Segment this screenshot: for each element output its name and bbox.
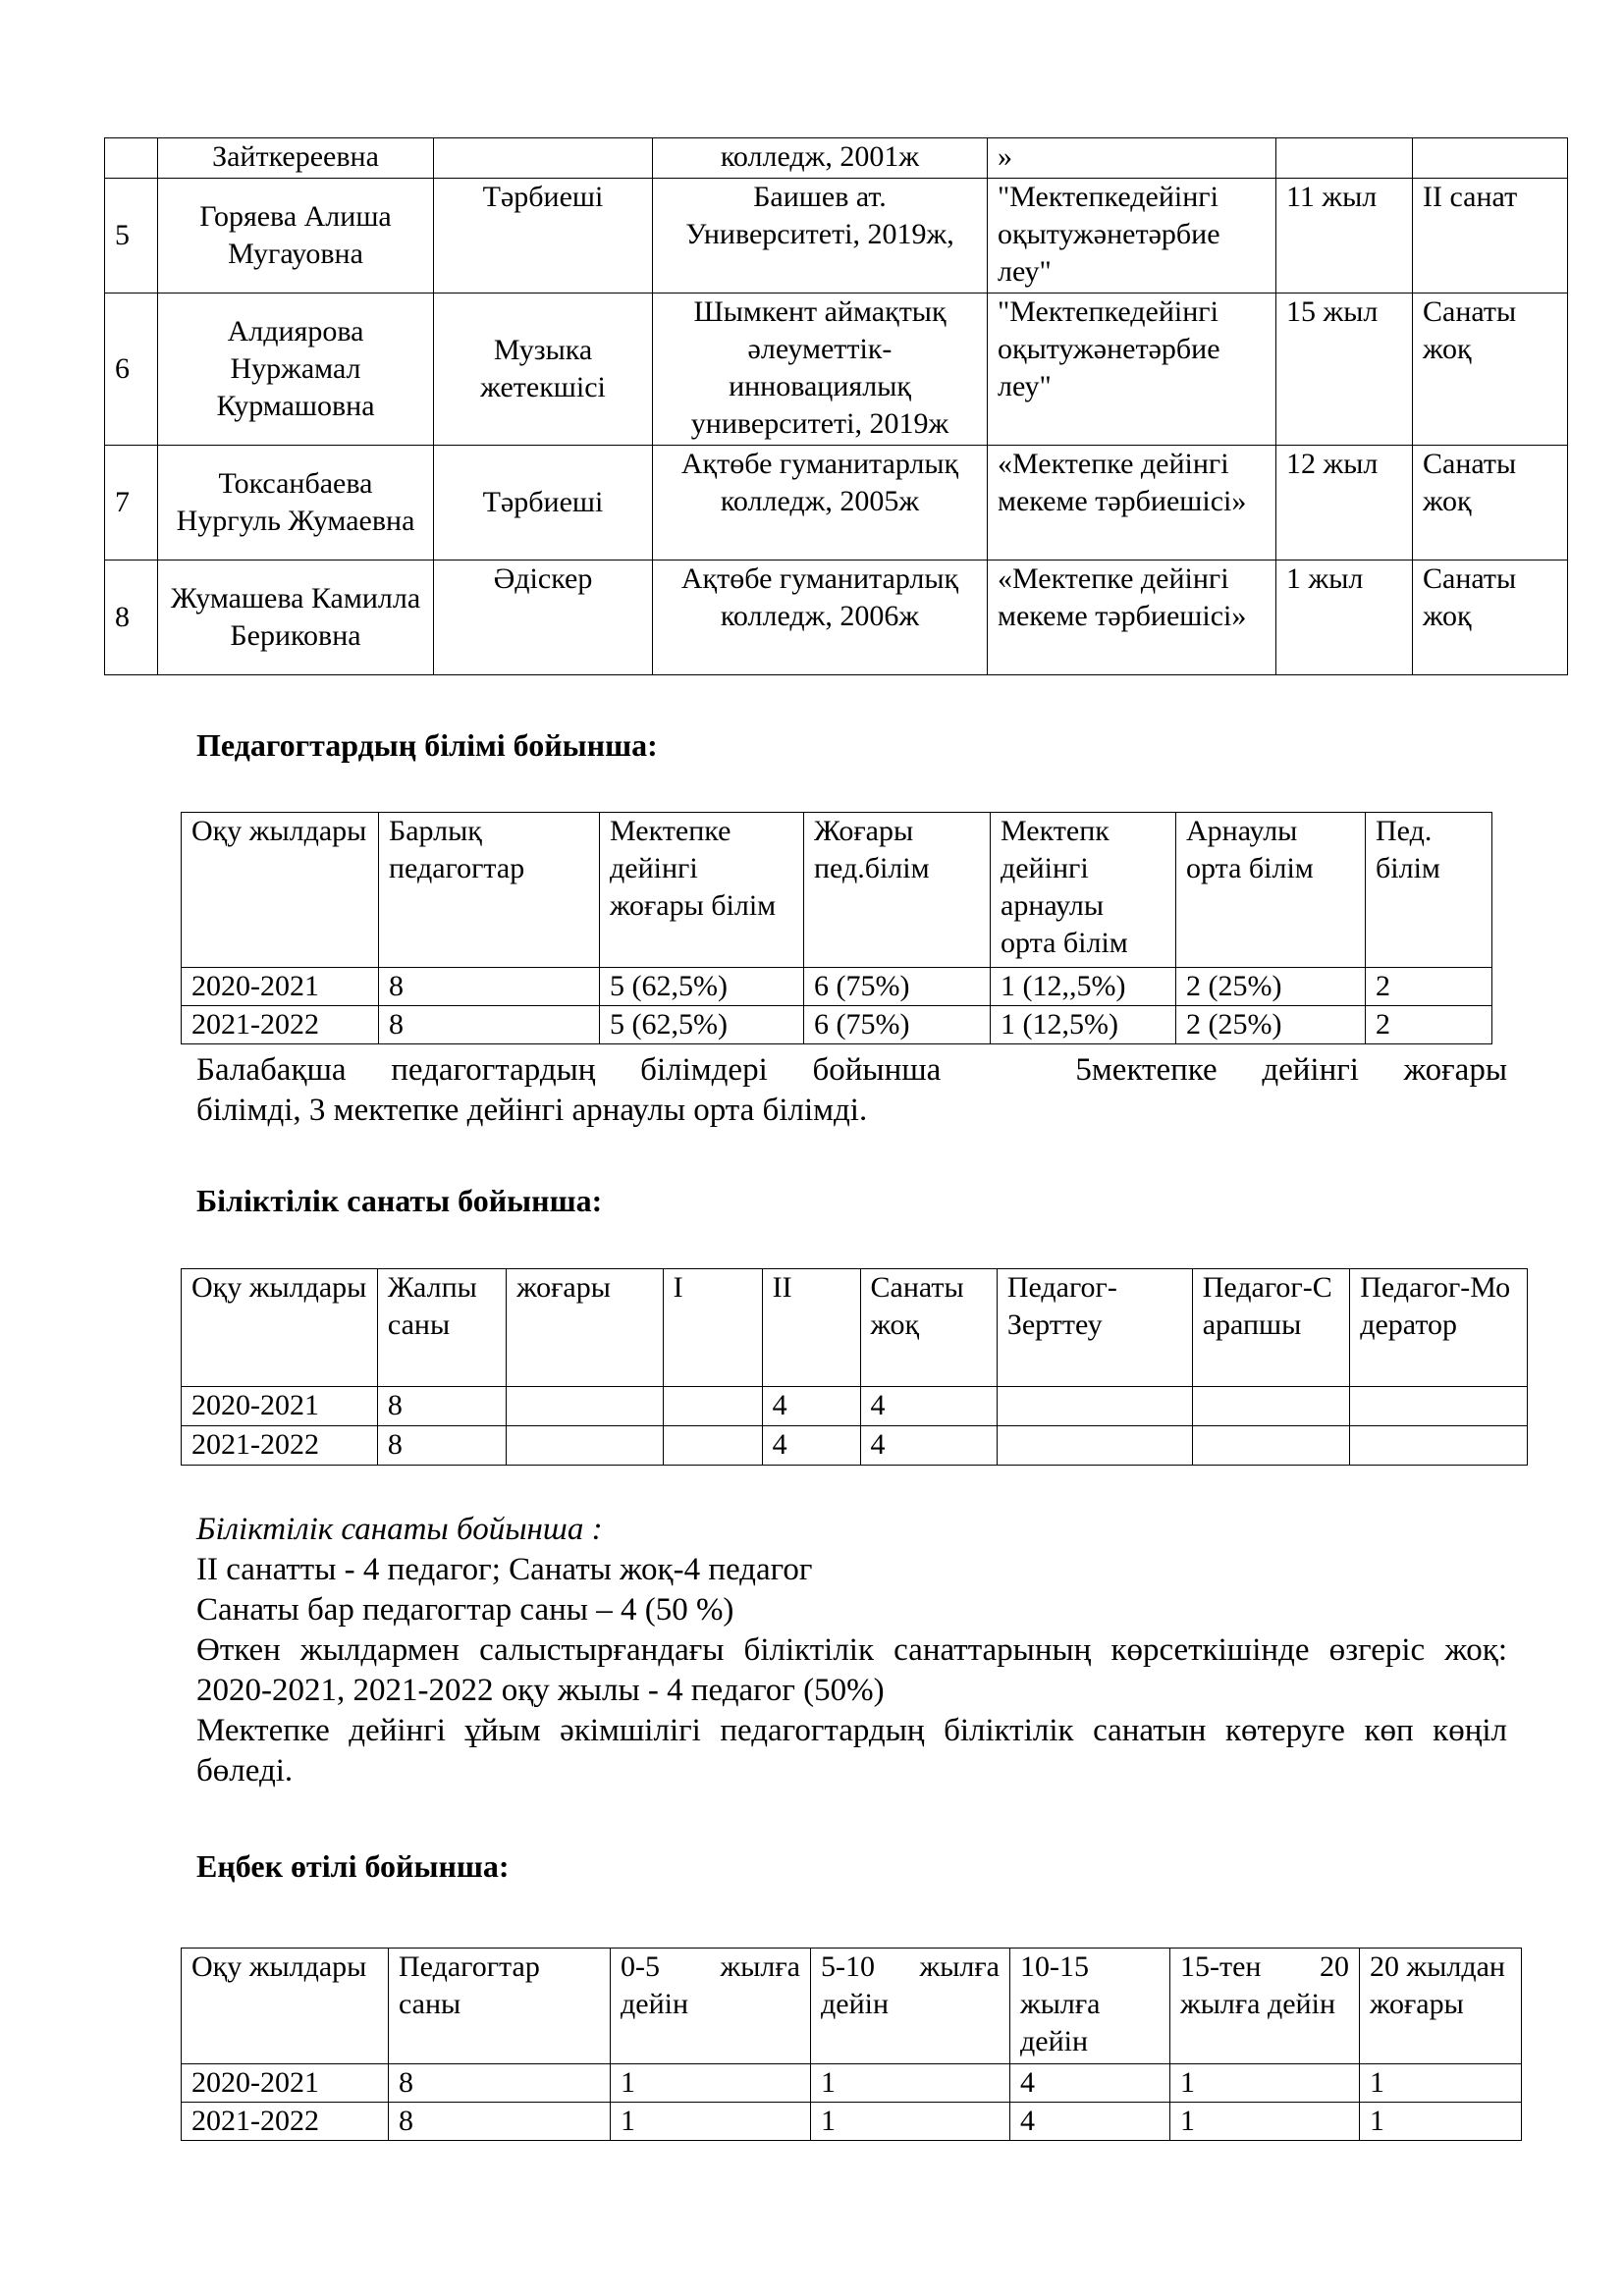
header-cell: Педагог-Модератор [1350, 1269, 1528, 1387]
header-cell: жоғары [507, 1269, 664, 1387]
table-row [105, 138, 1568, 179]
cell: 2 [1366, 1006, 1492, 1044]
staff-num: 6 [105, 294, 158, 446]
qualification-line2: Санаты бар педагогтар саны – 4 (50 %) [196, 1592, 734, 1628]
table-row [182, 1387, 1528, 1426]
cell [1350, 1426, 1528, 1466]
cell: 1 [1170, 2064, 1360, 2103]
table-row [105, 294, 1568, 446]
staff-experience: 12 жыл [1276, 446, 1413, 561]
staff-course: "Мектепкедейінгі оқытужәнетәрбие леу" [988, 294, 1276, 446]
header-cell: 5-10 жылға дейін [811, 1949, 1010, 2064]
staff-name: Токсанбаева Нургуль Жумаевна [158, 446, 434, 561]
cell [507, 1387, 664, 1426]
staff-position [434, 138, 653, 179]
header-cell: 0-5 жылға дейін [611, 1949, 811, 2064]
staff-education: Ақтөбе гуманитарлық колледж, 2006ж [653, 561, 988, 675]
education-summary-line1: Балабақша педагогтардың білімдері бойынша 5мектепке дейінгі жоғары [196, 1052, 1507, 1088]
qualification-para1: Өткен жылдармен салыстырғандағы біліктілік санаттарының көрсеткішінде өзгеріс жоқ: 2020-2021, 2021-2022 оқу жылы - 4 педагог (50%) [196, 1632, 1507, 1708]
cell: 4 [762, 1426, 860, 1466]
cell: 6 (75%) [804, 968, 991, 1006]
staff-experience: 1 жыл [1276, 561, 1413, 675]
cell [997, 1387, 1192, 1426]
cell: 1 [1170, 2103, 1360, 2141]
staff-course: » [988, 138, 1276, 179]
cell: 6 (75%) [804, 1006, 991, 1044]
header-cell: Мектепк дейінгі арнаулы орта білім [991, 813, 1176, 968]
table-header-row [182, 1949, 1522, 2064]
table-row [105, 179, 1568, 294]
staff-name: Горяева Алиша Мугауовна [158, 179, 434, 294]
cell: 8 [389, 2103, 611, 2141]
cell: 1 [811, 2064, 1010, 2103]
cell [1192, 1426, 1350, 1466]
staff-course: "Мектепкедейінгі оқытужәнетәрбие леу" [988, 179, 1276, 294]
cell [663, 1426, 762, 1466]
cell: 2020-2021 [182, 968, 379, 1006]
header-cell: Педагог-Сарапшы [1192, 1269, 1350, 1387]
table-row [182, 1006, 1492, 1044]
staff-num [105, 138, 158, 179]
staff-position: Музыка жетекшісі [434, 294, 653, 446]
header-cell: Мектепке дейінгі жоғары білім [600, 813, 804, 968]
header-cell: Жалпы саны [377, 1269, 506, 1387]
staff-experience: 11 жыл [1276, 179, 1413, 294]
table-row [182, 968, 1492, 1006]
table-row [105, 446, 1568, 561]
education-table [181, 812, 1492, 1044]
cell: 1 [1360, 2103, 1522, 2141]
staff-position: Тәрбиеші [434, 179, 653, 294]
cell: 4 [860, 1426, 997, 1466]
cell: 4 [762, 1387, 860, 1426]
cell: 1 [611, 2103, 811, 2141]
staff-num: 5 [105, 179, 158, 294]
cell: 1 [611, 2064, 811, 2103]
cell: 4 [1010, 2064, 1170, 2103]
staff-education: Ақтөбе гуманитарлық колледж, 2005ж [653, 446, 988, 561]
cell: 2 (25%) [1176, 968, 1366, 1006]
staff-name: Зайткереевна [158, 138, 434, 179]
cell: 8 [389, 2064, 611, 2103]
cell [507, 1426, 664, 1466]
header-cell: Оқу жылдары [182, 1949, 389, 2064]
staff-name: Жумашева Камилла Бериковна [158, 561, 434, 675]
staff-category: Санаты жоқ [1413, 561, 1568, 675]
cell: 8 [379, 968, 600, 1006]
qualification-italic-title: Біліктілік санаты бойынша : [196, 1512, 603, 1547]
staff-course: «Мектепке дейінгі мекеме тәрбиешісі» [988, 446, 1276, 561]
cell [663, 1387, 762, 1426]
staff-experience [1276, 138, 1413, 179]
cell: 5 (62,5%) [600, 968, 804, 1006]
staff-education: Шымкент аймақтық әлеуметтік-инновациялық университеті, 2019ж [653, 294, 988, 446]
experience-heading: Еңбек өтілі бойынша: [196, 1848, 510, 1884]
cell: 2021-2022 [182, 1426, 378, 1466]
education-summary-line2: білімді, 3 мектепке дейінгі арнаулы орта білімді. [196, 1093, 868, 1128]
header-cell: І [663, 1269, 762, 1387]
cell: 1 [811, 2103, 1010, 2141]
header-cell: Педагог-Зерттеу [997, 1269, 1192, 1387]
table-row [182, 2064, 1522, 2103]
staff-category: ІІ санат [1413, 179, 1568, 294]
header-cell: 20 жылдан жоғары [1360, 1949, 1522, 2064]
header-cell: Жоғары пед.білім [804, 813, 991, 968]
cell: 2020-2021 [182, 1387, 378, 1426]
table-row [105, 561, 1568, 675]
cell: 1 (12,,5%) [991, 968, 1176, 1006]
qualification-para2: Мектепке дейінгі ұйым әкімшілігі педагогтардың біліктілік санатын көтеруге көп көңіл бөледі. [196, 1713, 1507, 1789]
cell: 8 [377, 1426, 506, 1466]
cell: 2021-2022 [182, 1006, 379, 1044]
header-cell: 15-тен 20 жылға дейін [1170, 1949, 1360, 2064]
staff-experience: 15 жыл [1276, 294, 1413, 446]
staff-category [1413, 138, 1568, 179]
table-row [182, 1426, 1528, 1466]
header-cell: 10-15 жылға дейін [1010, 1949, 1170, 2064]
cell [1350, 1387, 1528, 1426]
cell [1192, 1387, 1350, 1426]
education-heading: Педагогтардың білімі бойынша: [196, 727, 658, 763]
staff-position: Әдіскер [434, 561, 653, 675]
staff-num: 8 [105, 561, 158, 675]
cell: 2021-2022 [182, 2103, 389, 2141]
staff-course: «Мектепке дейінгі мекеме тәрбиешісі» [988, 561, 1276, 675]
cell: 1 (12,5%) [991, 1006, 1176, 1044]
cell: 2 (25%) [1176, 1006, 1366, 1044]
cell: 8 [377, 1387, 506, 1426]
cell: 1 [1360, 2064, 1522, 2103]
cell: 4 [1010, 2103, 1170, 2141]
header-cell: ІІ [762, 1269, 860, 1387]
qualification-heading: Біліктілік санаты бойынша: [196, 1183, 603, 1218]
staff-category: Санаты жоқ [1413, 294, 1568, 446]
qualification-table [181, 1268, 1528, 1466]
header-cell: Педагогтар саны [389, 1949, 611, 2064]
cell: 8 [379, 1006, 600, 1044]
staff-num: 7 [105, 446, 158, 561]
header-cell: Барлық педагогтар [379, 813, 600, 968]
cell [997, 1426, 1192, 1466]
staff-position: Тәрбиеші [434, 446, 653, 561]
cell: 2 [1366, 968, 1492, 1006]
cell: 2020-2021 [182, 2064, 389, 2103]
staff-table [104, 137, 1568, 675]
cell: 5 (62,5%) [600, 1006, 804, 1044]
staff-education: колледж, 2001ж [653, 138, 988, 179]
cell: 4 [860, 1387, 997, 1426]
table-header-row [182, 1269, 1528, 1387]
staff-name: Алдиярова Нуржамал Курмашовна [158, 294, 434, 446]
header-cell: Санаты жоқ [860, 1269, 997, 1387]
table-row [182, 2103, 1522, 2141]
staff-education: Баишев ат. Университеті, 2019ж, [653, 179, 988, 294]
experience-table [181, 1948, 1522, 2141]
staff-category: Санаты жоқ [1413, 446, 1568, 561]
header-cell: Оқу жылдары [182, 813, 379, 968]
header-cell: Оқу жылдары [182, 1269, 378, 1387]
qualification-line1: ІІ санатты - 4 педагог; Санаты жоқ-4 педагог [196, 1552, 813, 1587]
header-cell: Арнаулы орта білім [1176, 813, 1366, 968]
table-header-row [182, 813, 1492, 968]
header-cell: Пед. білім [1366, 813, 1492, 968]
